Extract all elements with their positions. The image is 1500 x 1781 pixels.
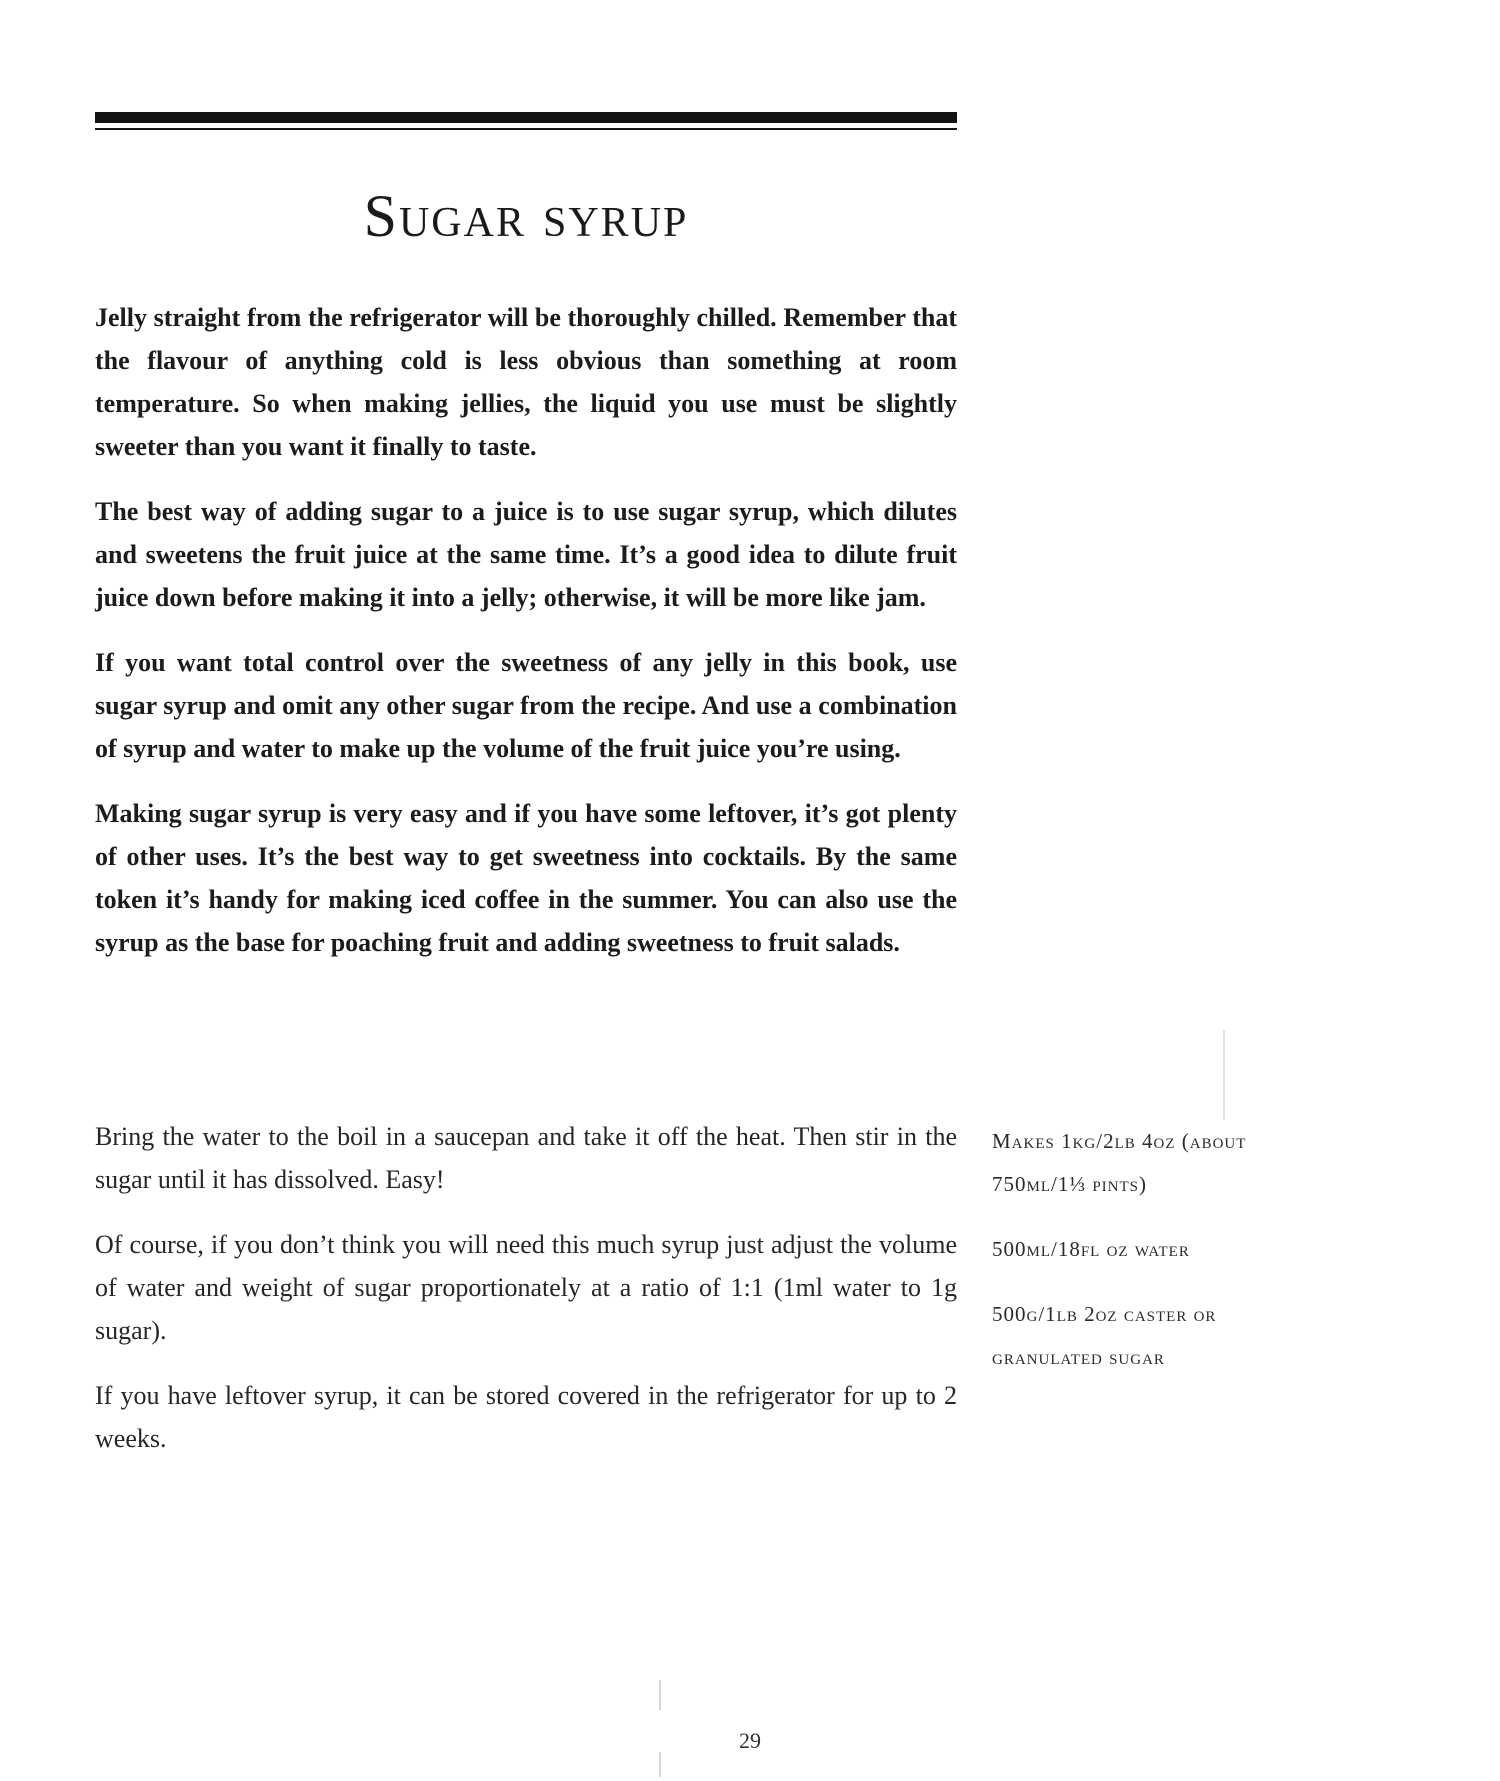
scan-mark <box>1223 1030 1225 1120</box>
title-rule-thin <box>95 128 957 130</box>
scan-mark <box>659 1680 661 1710</box>
intro-paragraph: The best way of adding sugar to a juice is to use sugar syrup, which dilutes and sweetens the fruit juice at the same time. It’s a good idea to dilute fruit juice down before making it into a jelly; otherwise, it will be more like jam. <box>95 497 957 612</box>
recipe-title: Sugar syrup <box>363 183 689 249</box>
page-number: 29 <box>739 1728 761 1753</box>
method-paragraph: Of course, if you don’t think you will need this much syrup just adjust the volume of water and weight of sugar proportionately at a ratio of 1:1 (1ml water to 1g sugar). <box>95 1230 957 1345</box>
method-paragraph: If you have leftover syrup, it can be stored covered in the refrigerator for up to 2 weeks. <box>95 1381 957 1453</box>
ingredient-water: 500ml/18fl oz water <box>992 1237 1190 1261</box>
title-rule-thick <box>95 112 957 123</box>
intro-paragraph: Jelly straight from the refrigerator will be thoroughly chilled. Remember that the flavour of anything cold is less obvious than something at room temperature. So when making jellies, the liquid you use must be slightly sweeter than you want it finally to taste. <box>95 303 957 461</box>
scan-mark <box>659 1752 661 1777</box>
method-text <box>95 1115 957 1482</box>
method-paragraph: Bring the water to the boil in a saucepan and take it off the heat. Then stir in the sugar until it has dissolved. Easy! <box>95 1122 957 1194</box>
yield-note: Makes 1kg/2lb 4oz (about 750ml/1⅓ pints) <box>992 1129 1247 1196</box>
intro-text <box>95 296 957 986</box>
intro-paragraph: If you want total control over the sweetness of any jelly in this book, use sugar syrup and omit any other sugar from the recipe. And use a combination of syrup and water to make up the volume of the fruit juice you’re using. <box>95 648 957 763</box>
ingredient-sugar: 500g/1lb 2oz caster or granulated sugar <box>992 1302 1217 1369</box>
ingredients-list <box>992 1120 1322 1401</box>
intro-paragraph: Making sugar syrup is very easy and if you have some leftover, it’s got plenty of other uses. It’s the best way to get sweetness into cocktails. By the same token it’s handy for making iced coffee in the summer. You can also use the syrup as the base for poaching fruit and adding sweetness to fruit salads. <box>95 799 957 957</box>
